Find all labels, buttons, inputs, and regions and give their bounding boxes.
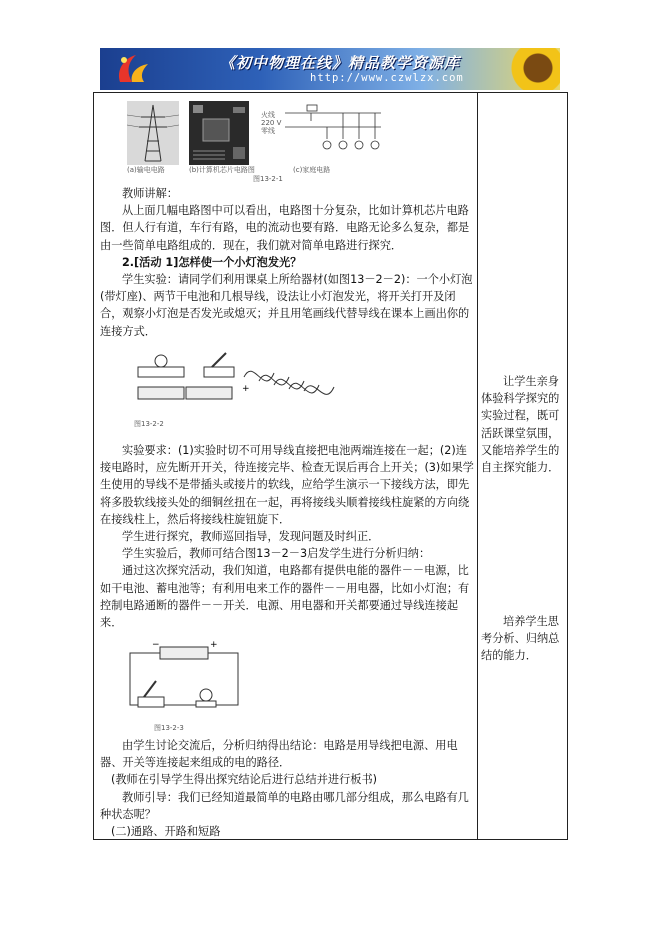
figure-13-2-2-label: 图13-2-2 — [134, 420, 164, 428]
main-column-bottom — [100, 737, 475, 840]
main-column-top — [100, 185, 475, 340]
caption-c: (c)家庭电路 — [293, 166, 331, 174]
paragraph-student-experiment: 学生实验：请同学们利用课桌上所给器材(如图13－2－2)：一个小灯泡(带灯座)、两节干电池和几根导线，设法让小灯泡发光，将开关打开及闭合，观察小灯泡是否发光或熄灭；并且用笔画线代替导线在课本上画出你的连接方式． — [100, 273, 473, 338]
paragraph-inquiry: 学生进行探究，教师巡回指导，发现问题及时纠正． — [122, 530, 380, 544]
svg-text:+: + — [210, 640, 218, 650]
power-tower-image-icon — [127, 101, 179, 165]
svg-text:−: − — [152, 640, 160, 650]
experiment-equipment-diagram — [134, 347, 364, 415]
paragraph-conclusion-circuit: 由学生讨论交流后，分析归纳得出结论：电路是用导线把电源、用电器、开关等连接起来组成的电的路径． — [100, 739, 458, 770]
side-note-1: 让学生亲身体验科学探究的实验过程，既可活跃课堂氛围，又能培养学生的自主探究能力． — [481, 375, 560, 475]
figure-13-2-3-label: 图13-2-3 — [154, 724, 184, 732]
column-divider — [477, 93, 478, 839]
svg-text:+: + — [242, 384, 250, 394]
section-heading-circuit-states: (二)通路、开路和短路 — [111, 825, 221, 839]
wire-label-live: 火线 — [261, 111, 275, 119]
paragraph-requirements: 实验要求：(1)实验时切不可用导线直接把电池两端连接在一起；(2)连接电路时，应先断开开关，待连接完毕、检查无误后再合上开关；(3)如果学生使用的导线不是带插头或接片的软线，应给学生演示一下接线方法，即先将多股软线接头处的细铜丝扭在一起，再将接线头顺着接线柱旋紧的方向绕在接线柱上，然后将接线柱旋钮旋下． — [100, 444, 474, 526]
figure-13-2-2 — [134, 347, 364, 427]
paragraph-conclusion-components: 通过这次探究活动，我们知道，电路都有提供电能的器件－－电源，比如干电池、蓄电池等；有利用电来工作的器件－－用电器，比如小灯泡；有控制电路通断的器件－－开关．电源、用电器和开关都要通过导线连接起来． — [100, 564, 470, 630]
figure-13-2-1 — [127, 101, 387, 181]
header-banner — [100, 48, 560, 90]
paragraph-intro: 从上面几幅电路图中可以看出，电路图十分复杂，比如计算机芯片电路图．但人行有道，车行有路，电的流动也要有路．电路无论多么复杂，都是由一些简单电路组成的．现在，我们就对简单电路进行探究． — [100, 204, 470, 252]
wire-label-voltage: 220 V — [261, 119, 282, 127]
figure-13-2-1-label: 图13-2-1 — [253, 175, 283, 183]
caption-b: (b)计算机芯片电路图 — [189, 166, 255, 174]
simple-circuit-diagram — [124, 639, 244, 719]
activity-1-title: 2.[活动 1]怎样使一个小灯泡发光？ — [122, 255, 302, 269]
paragraph-analysis: 学生实验后，教师可结合图13－2－3启发学生进行分析归纳： — [122, 547, 431, 561]
paragraph-teacher-guide: 教师引导：我们已经知道最简单的电路由哪几部分组成，那么电路有几种状态呢？ — [100, 790, 469, 821]
banner-url[interactable]: http://www.czwlzx.com — [310, 72, 464, 84]
main-column-middle — [100, 442, 475, 631]
banner-title: 《初中物理在线》精品教学资源库 — [220, 54, 461, 72]
site-logo-icon — [114, 52, 154, 86]
side-note-2: 培养学生思考分析、归纳总结的能力． — [481, 615, 560, 663]
wire-label-neutral: 零线 — [261, 127, 275, 135]
paragraph-board-note: (教师在引导学生得出探究结论后进行总结并进行板书) — [111, 773, 378, 787]
computer-chip-image-icon — [189, 101, 249, 165]
sunflower-decoration-icon — [508, 48, 560, 90]
caption-a: (a)输电电路 — [127, 166, 165, 174]
figure-13-2-3 — [124, 639, 244, 732]
lesson-table — [93, 92, 568, 840]
teacher-heading: 教师讲解： — [122, 187, 178, 200]
